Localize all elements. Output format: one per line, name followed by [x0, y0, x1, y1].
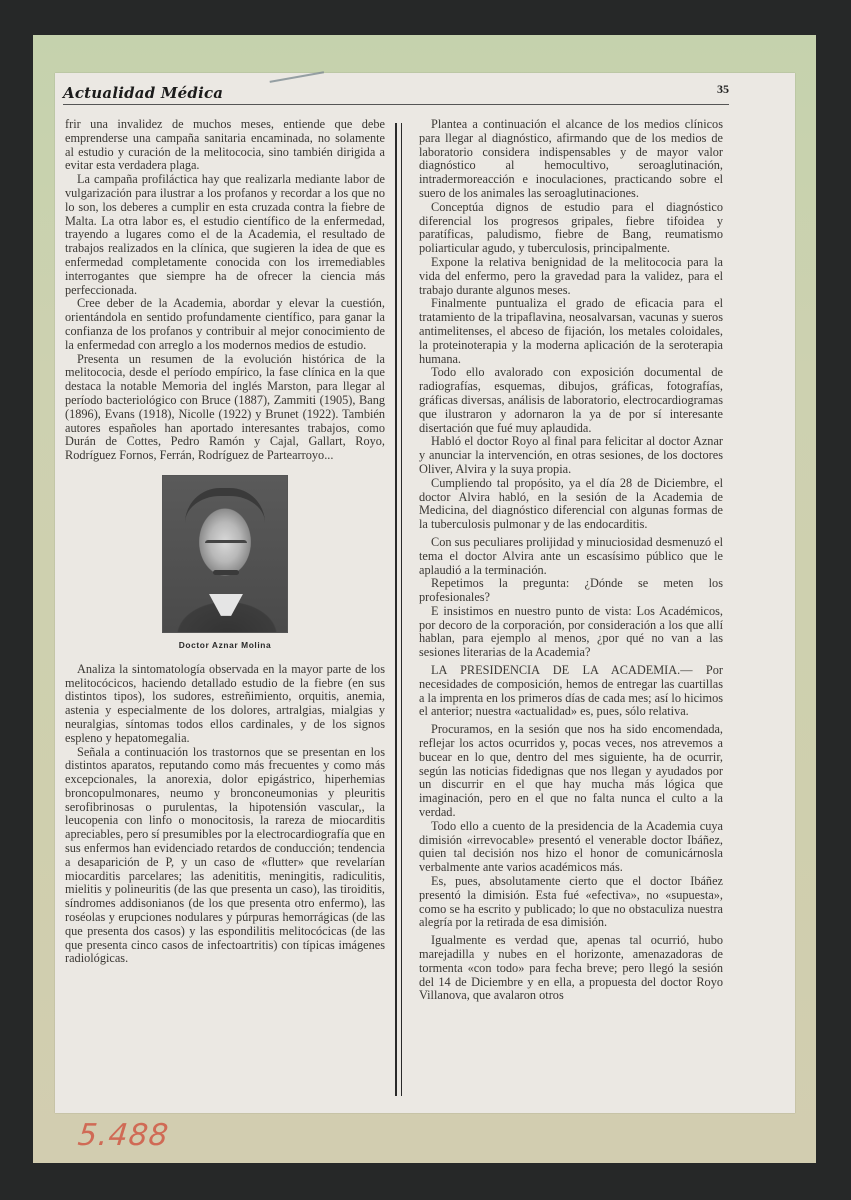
- portrait-eyes: [205, 540, 247, 549]
- paragraph: Expone la relativa benignidad de la melitococia para la vida del enfermo, pero la gravedad para la validez, para el trabajo durante algunos meses.: [419, 254, 723, 297]
- paragraph: Con sus peculiares prolijidad y minuciosidad desmenuzó el tema el doctor Alvira ante un escasísimo público que le aplaudió a la terminación.: [419, 534, 723, 577]
- paragraph: Es, pues, absolutamente cierto que el doctor Ibáñez presentó la dimisión. Esta fué «efectiva», no «supuesta», como se ha escrito y publicado; lo que no obstaculiza nuestra alegría por la retirada de esa dimisión.: [419, 874, 723, 930]
- paragraph: Igualmente es verdad que, apenas tal ocurrió, hubo marejadilla y nubes en el horizonte, amenazadoras de tormenta «con todo» para fecha breve; pero llegó la sesión del 14 de Diciembre y en ella, a propuesta del doctor Royo Villanova, que avalaron otros: [419, 933, 723, 1003]
- paragraph: Cumpliendo tal propósito, ya el día 28 de Diciembre, el doctor Alvira habló, en la sesión de la Academia de Medicina, del diagnóstico diferencial con algunas formas de la tuberculosis pulmonar y de las endocarditis.: [419, 475, 723, 532]
- paragraph: Finalmente puntualiza el grado de eficacia para el tratamiento de la tripaflavina, neosalvarsan, vacunas y sueros antimelitenses, el abceso de fijación, los metales coloidales, la proteinoterapia y la moderna aplicación de la seroterapia humana.: [419, 296, 723, 366]
- paragraph: La campaña profiláctica hay que realizarla mediante labor de vulgarización para ilustrar a los profanos y recordar a los que no lo son, los deberes a cumplir en esta cruzada contra la fiebre de Malta. La otra labor es, el estudio científico de la enfermedad, trayendo a lugares como el de la Academia, el resultado de trabajos realizados en la clínica, que sugieren la idea de que es enfermedad completamente conocida con los irremediables interrogantes que siempre ha de ofrecer la ciencia más perfeccionada.: [65, 172, 385, 297]
- section-paragraph: LA PRESIDENCIA DE LA ACADEMIA.— Por necesidades de composición, hemos de entregar las cuartillas a la imprenta en los primeros días de cada mes; así lo hicimos el anterior; nuestra «actualidad» es, pues, sólo relativa.: [419, 663, 723, 719]
- portrait-collar: [209, 594, 243, 616]
- paragraph: Procuramos, en la sesión que nos ha sido encomendada, reflejar los actos ocurridos y, pocas veces, nos atrevemos a bucear en lo que, dentro del mes siguiente, ha de ocurrir, según las noticias fidedignas que nos llegan y ayudados por un discurrir en el que hay mucha más lógica que imaginación, pero en el que no falta nunca el culto a la verdad.: [419, 722, 723, 820]
- paragraph: Analiza la sintomatología observada en la mayor parte de los melitocócicos, haciendo detallado estudio de la fiebre (en sus distintos tipos), los sudores, estreñimiento, orquitis, anemia, astenia y especialmente de los dolores, artralgias, mialgias y neuralgias, síntomas todos ellos cardinales, y de los signos espleno y hepatomegalia.: [65, 661, 385, 745]
- portrait-mustache: [213, 570, 239, 575]
- masthead: Actualidad Médica: [63, 84, 224, 102]
- paragraph: frir una invalidez de muchos meses, entiende que debe emprenderse una campaña sanitaria encaminada, no solamente al estudio y curación de la melitococia, sino también dirigida a evitar esta verdadera plaga.: [65, 117, 385, 173]
- page-header: [63, 84, 729, 105]
- portrait-figure: [162, 475, 288, 653]
- figure-caption: Doctor Aznar Molina: [178, 639, 272, 650]
- left-column: [65, 118, 385, 966]
- paragraph: Presenta un resumen de la evolución histórica de la melitococia, desde el período empírico, la fase clínica en la que destaca la notable Memoria del inglés Marston, para llegar al período bacteriológico con Bruce (1887), Zammiti (1905), Bang (1896), Evans (1918), Nicolle (1922) y Brunet (1922). También autores españoles han aportado interesantes trabajos, como Durán de Cottes, Pedro Ramón y Cajal, Gallart, Royo, Rodríguez Fornos, Ferrán, Rodríguez de Partearroyo...: [65, 351, 385, 463]
- archive-number: 5.488: [76, 1118, 171, 1153]
- right-column: [419, 118, 723, 1003]
- paragraph: Repetimos la pregunta: ¿Dónde se meten los profesionales?: [419, 576, 723, 605]
- paragraph: Conceptúa dignos de estudio para el diagnóstico diferencial los progresos gripales, fiebre tifoidea y paratíficas, paludismo, fiebre de Bang, reumatismo poliarticular agudo, y tuberculosis, principalmente.: [419, 199, 723, 256]
- portrait-photo: [162, 475, 288, 633]
- paragraph: Todo ello avalorado con exposición documental de radiografías, esquemas, dibujos, gráficas, fotografías, gráficas diversas, análisis de laboratorio, electrocardiogramas que ilustraron y adornaron la ya de por sí interesante disertación que fué muy aplaudida.: [419, 365, 723, 435]
- portrait-hair: [185, 488, 265, 532]
- paragraph: Cree deber de la Academia, abordar y elevar la cuestión, orientándola en sentido profundamente científico, para ganar la confianza de los profanos y contribuir al mejor conocimiento de la enfermedad con arreglo a los modernos medios de estudio.: [65, 296, 385, 352]
- paragraph: Habló el doctor Royo al final para felicitar al doctor Aznar y anunciar la intervención, en otras sesiones, de los doctores Oliver, Alvira y la suya propia.: [419, 434, 723, 476]
- paragraph: Todo ello a cuento de la presidencia de la Academia cuya dimisión «irrevocable» presentó el venerable doctor Ibáñez, quien tal decisión nos hizo el honor de comunicárnosla verbalmente ante varios académicos más.: [419, 818, 723, 875]
- column-divider: [395, 123, 402, 1096]
- page-number: 35: [717, 82, 729, 96]
- paragraph: E insistimos en nuestro punto de vista: Los Académicos, por decoro de la corporación, por consideración a los que allí hablan, para ejemplo al menos, ¿por qué no van a las sesiones literarias de la Academia?: [419, 603, 723, 660]
- paragraph: Plantea a continuación el alcance de los medios clínicos para llegar al diagnóstico, afirmando que de los medios de laboratorio considera indispensables y de mayor valor diagnóstico al hemocultivo, seroaglutinación, intradermoreacción e inoculaciones, practicando sobre el suero de los animales las seroaglutinaciones.: [419, 117, 723, 200]
- paragraph: Señala a continuación los trastornos que se presentan en los distintos aparatos, reputando como más frecuentes y como más excepcionales, la anorexia, dolor epigástrico, hiperhemias broncopulmonares, neumo y bronconeumonias y pleuritis serofibrinosas o purulentas, la hipotensión vascular,, la leucopenia con linfo o monocitosis, la rareza de miocarditis apreciables, pero sí presumibles por la electrocardiografía que en sus enfermos han evidenciado retardos de conducción; tendencia a desaparición de P, y un caso de «flutter» que revelarían miocarditis parcelares; las adenititis, meningitis, radiculitis, mielitis y polineuritis (de las que presenta un caso), las tiroiditis, síndromes addisonianos (de los que presenta otro enfermo), las roséolas y erupciones nodulares y púrpuras hemorrágicas (de las que presenta dos casos) y las espondilitis melitocócicas (de las que presenta cinco casos de infectoartritis) con típicas imágenes radiológicas.: [65, 744, 385, 966]
